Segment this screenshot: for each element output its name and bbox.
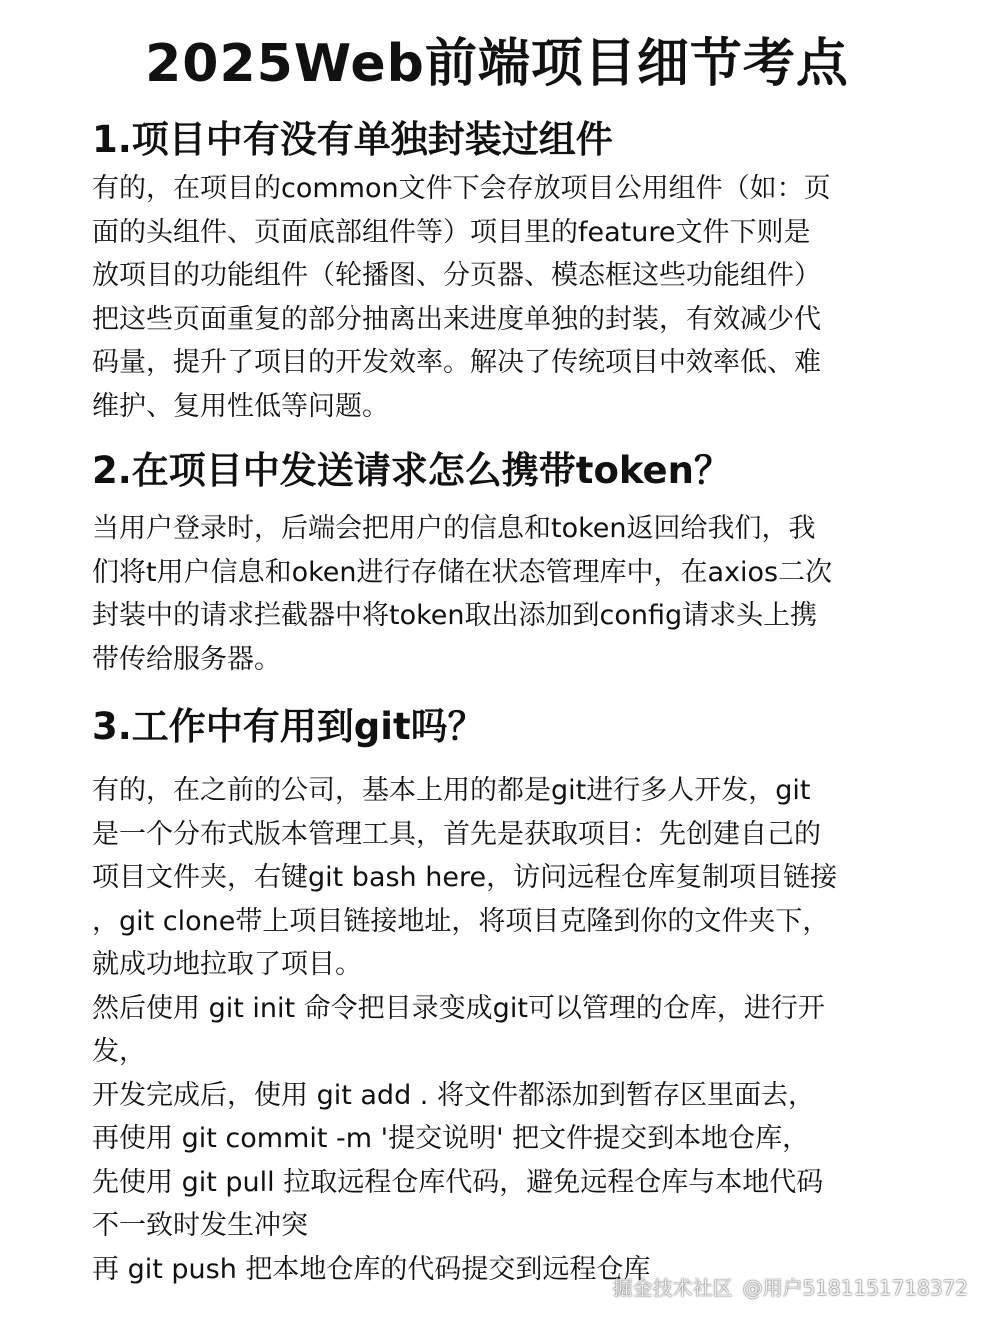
answer-line: 有的，在之前的公司，基本上用的都是git进行多人开发，git <box>92 775 811 806</box>
watermark-site: 掘金技术社区 <box>612 1276 733 1300</box>
answer-line: ，git clone带上项目链接地址，将项目克隆到你的文件夹下， <box>92 905 830 937</box>
question-1-heading: 1.项目中有没有单独封装过组件 <box>92 118 613 161</box>
answer-line: 再 git push 把本地仓库的代码提交到远程仓库 <box>92 1253 651 1285</box>
answer-line: 就成功地拉取了项目。 <box>92 949 362 980</box>
answer-line: 不一致时发生冲突 <box>92 1210 308 1241</box>
answer-line: 发， <box>92 1036 146 1067</box>
answer-line: 然后使用 git init 命令把目录变成git可以管理的仓库，进行开 <box>92 992 825 1024</box>
answer-line: 封装中的请求拦截器中将token取出添加到config请求头上携 <box>92 600 818 631</box>
answer-2 <box>92 507 922 681</box>
answer-3 <box>92 769 922 1291</box>
answer-line: 们将t用户信息和oken进行存储在状态管理库中，在axios二次 <box>92 556 833 588</box>
answer-1 <box>92 167 922 428</box>
answer-line: 放项目的功能组件（轮播图、分页器、模态框这些功能组件） <box>92 260 821 291</box>
answer-line: 码量，提升了项目的开发效率。解决了传统项目中效率低、难 <box>92 347 821 378</box>
question-2-heading: 2.在项目中发送请求怎么携带token？ <box>92 449 731 492</box>
answer-line: 项目文件夹，右键git bash here，访问远程仓库复制项目链接 <box>92 862 838 893</box>
answer-line: 有的，在项目的common文件下会存放项目公用组件（如：页 <box>92 173 831 204</box>
watermark <box>603 1274 968 1302</box>
answer-line: 是一个分布式版本管理工具，首先是获取项目：先创建自己的 <box>92 818 821 850</box>
answer-line: 当用户登录时，后端会把用户的信息和token返回给我们，我 <box>92 513 816 544</box>
question-3-heading: 3.工作中有用到git吗？ <box>92 705 485 748</box>
answer-line: 先使用 git pull 拉取远程仓库代码，避免远程仓库与本地代码 <box>92 1166 824 1198</box>
answer-line: 维护、复用性低等问题。 <box>92 390 389 422</box>
answer-line: 把这些页面重复的部分抽离出来进度单独的封装，有效减少代 <box>92 303 821 335</box>
watermark-user: @用户5181151718372 <box>742 1276 968 1300</box>
answer-line: 带传给服务器。 <box>92 643 281 675</box>
answer-line: 开发完成后，使用 git add . 将文件都添加到暂存区里面去， <box>92 1079 815 1111</box>
page-title: 2025Web前端项目细节考点 <box>145 34 849 94</box>
answer-line: 再使用 git commit -m '提交说明' 把文件提交到本地仓库， <box>92 1123 810 1154</box>
answer-line: 面的头组件、页面底部组件等）项目里的feature文件下则是 <box>92 216 811 248</box>
